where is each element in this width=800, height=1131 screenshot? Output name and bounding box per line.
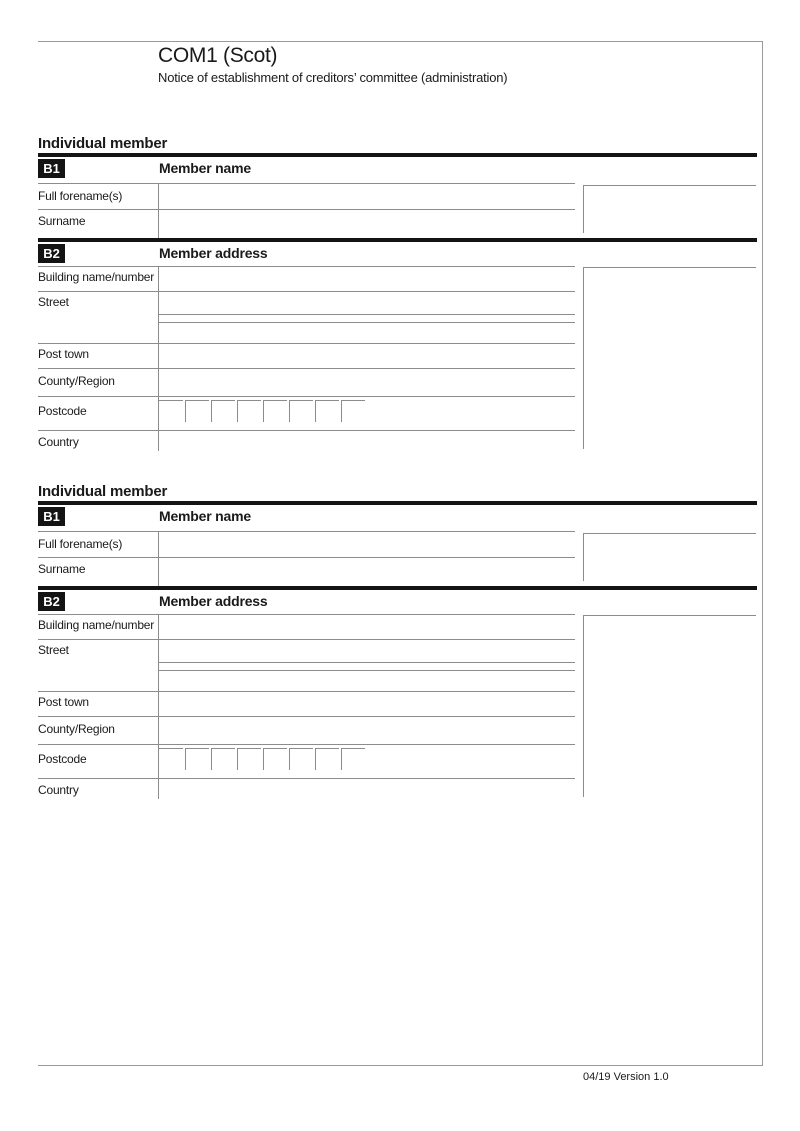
postcode-cell <box>341 748 365 770</box>
building-name-input[interactable] <box>159 267 575 291</box>
post-town-input[interactable] <box>159 692 575 716</box>
post-town-label: Post town <box>38 347 89 361</box>
postcode-cell <box>289 400 313 422</box>
surname-label: Surname <box>38 214 86 228</box>
country-label: Country <box>38 435 79 449</box>
member-address-section-title: Member address <box>159 245 268 261</box>
full-forenames-input[interactable] <box>159 184 575 209</box>
surname-input[interactable] <box>159 558 575 585</box>
member-address-section-title: Member address <box>159 593 268 609</box>
section-divider-bar <box>38 238 757 242</box>
b2-code-badge: B2 <box>38 592 65 611</box>
postcode-cell <box>315 748 339 770</box>
field-line <box>38 396 575 397</box>
surname-input[interactable] <box>159 210 575 237</box>
member-section-1 <box>0 135 800 465</box>
b1-code-badge: B1 <box>38 507 65 526</box>
street-input-line1[interactable] <box>159 640 575 663</box>
postcode-comb[interactable] <box>159 400 367 422</box>
section-divider-bar <box>38 153 757 157</box>
postcode-comb[interactable] <box>159 748 367 770</box>
full-forenames-label: Full forename(s) <box>38 189 123 203</box>
postcode-cell <box>211 748 235 770</box>
building-name-label: Building name/number <box>38 618 155 632</box>
b1-note-box <box>583 533 756 581</box>
county-region-input[interactable] <box>159 717 575 744</box>
b1-code-badge: B1 <box>38 159 65 178</box>
postcode-cell <box>159 400 183 422</box>
member-section-2 <box>0 483 800 813</box>
street-label: Street <box>38 295 69 309</box>
postcode-cell <box>289 748 313 770</box>
building-name-input[interactable] <box>159 615 575 639</box>
form-subtitle: Notice of establishment of creditors’ committee (administration) <box>158 70 508 85</box>
section-heading: Individual member <box>38 135 168 152</box>
member-name-section-title: Member name <box>159 508 251 524</box>
post-town-input[interactable] <box>159 344 575 368</box>
footer-version-text: 04/19 Version 1.0 <box>583 1071 669 1083</box>
b2-note-box <box>583 267 756 449</box>
full-forenames-label: Full forename(s) <box>38 537 123 551</box>
postcode-cell <box>185 748 209 770</box>
county-region-label: County/Region <box>38 374 115 388</box>
county-region-label: County/Region <box>38 722 115 736</box>
member-name-section-title: Member name <box>159 160 251 176</box>
postcode-cell <box>237 748 261 770</box>
field-line <box>38 744 575 745</box>
postcode-cell <box>263 400 287 422</box>
form-title: COM1 (Scot) <box>158 44 278 67</box>
full-forenames-input[interactable] <box>159 532 575 557</box>
street-input-line1[interactable] <box>159 292 575 315</box>
post-town-label: Post town <box>38 695 89 709</box>
surname-label: Surname <box>38 562 86 576</box>
street-input-line2[interactable] <box>159 322 575 344</box>
postcode-cell <box>341 400 365 422</box>
postcode-cell <box>263 748 287 770</box>
section-divider-bar <box>38 586 757 590</box>
country-input[interactable] <box>159 779 575 803</box>
postcode-label: Postcode <box>38 752 87 766</box>
country-label: Country <box>38 783 79 797</box>
country-input[interactable] <box>159 431 575 455</box>
postcode-cell <box>315 400 339 422</box>
building-name-label: Building name/number <box>38 270 155 284</box>
postcode-cell <box>211 400 235 422</box>
street-input-line2[interactable] <box>159 670 575 692</box>
section-divider-bar <box>38 501 757 505</box>
postcode-cell <box>237 400 261 422</box>
b1-note-box <box>583 185 756 233</box>
street-label: Street <box>38 643 69 657</box>
postcode-label: Postcode <box>38 404 87 418</box>
b2-code-badge: B2 <box>38 244 65 263</box>
county-region-input[interactable] <box>159 369 575 396</box>
postcode-cell <box>159 748 183 770</box>
section-heading: Individual member <box>38 483 168 500</box>
b2-note-box <box>583 615 756 797</box>
postcode-cell <box>185 400 209 422</box>
